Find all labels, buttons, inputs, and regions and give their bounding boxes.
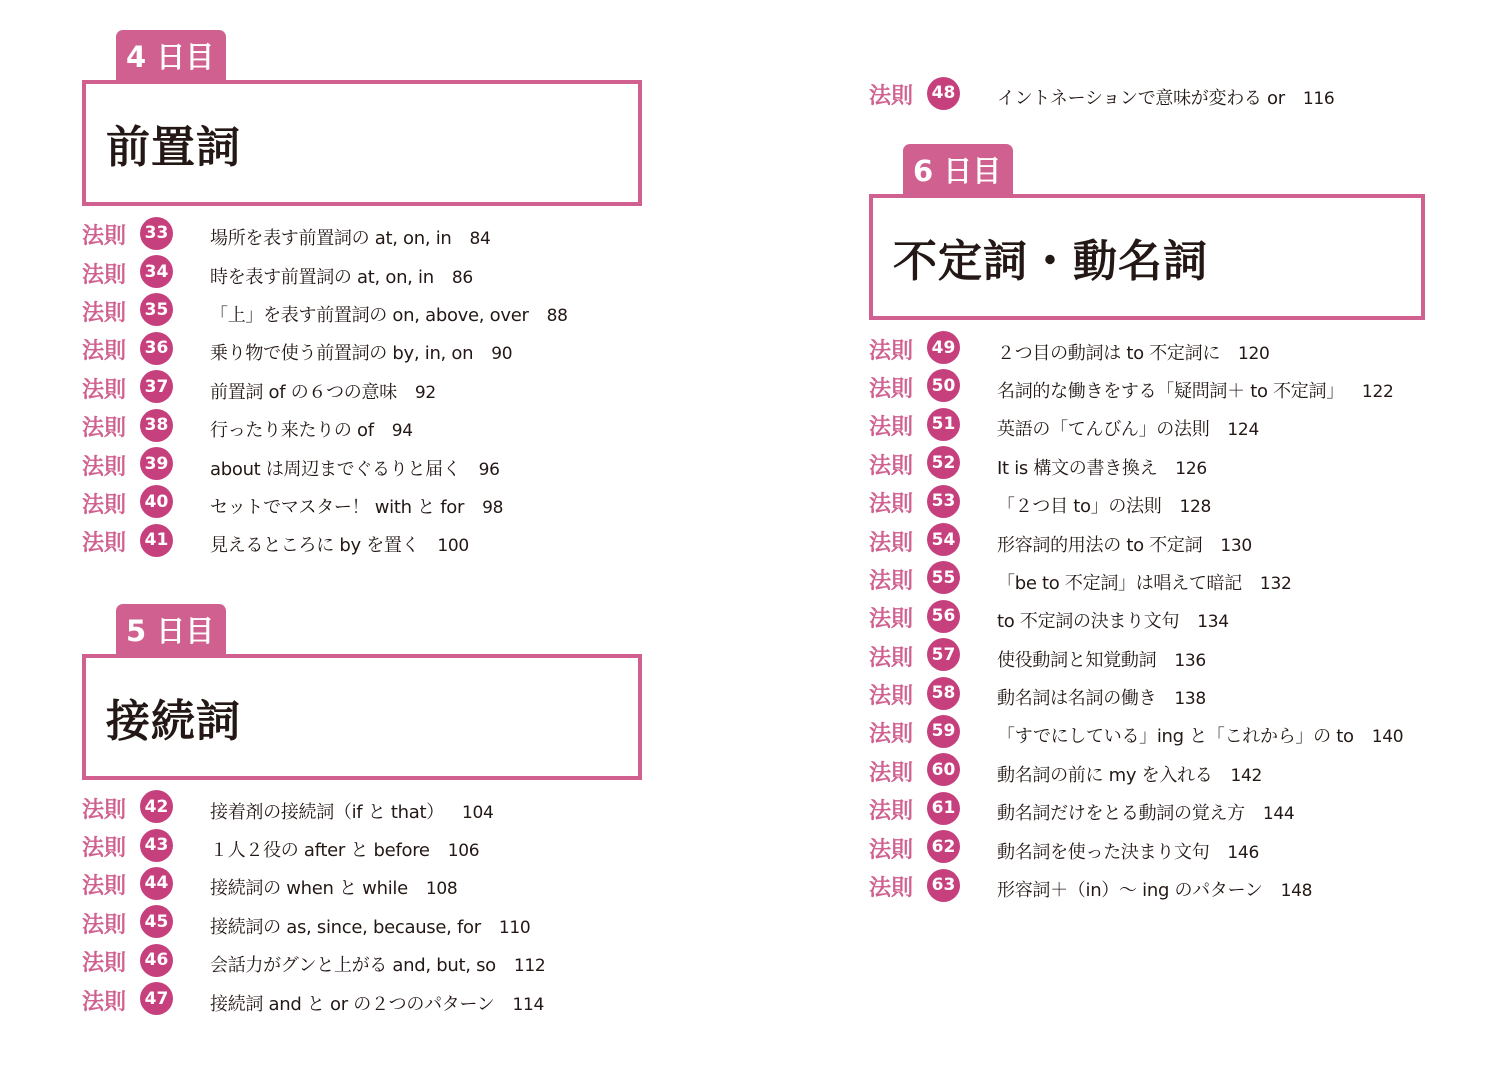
rule-label: 法則	[869, 84, 914, 110]
rule-label: 法則	[869, 415, 914, 441]
rule-label: 法則	[869, 338, 914, 364]
right-column	[869, 78, 1469, 908]
toc-entry[interactable]	[869, 371, 1469, 409]
day-tab: 6 日目	[903, 144, 1013, 194]
rule-title: 接続詞 and と or の２つのパターン	[210, 993, 495, 1015]
page-number: 126	[1175, 458, 1207, 479]
rule-number-badge: 47	[140, 982, 173, 1015]
rule-number-badge: 60	[927, 753, 960, 786]
rule-label: 法則	[869, 684, 914, 710]
rule-title: 使役動詞と知覚動詞	[997, 649, 1157, 671]
rule-number-badge: 61	[927, 792, 960, 825]
day-tab: 5 日目	[116, 604, 226, 654]
page-number: 134	[1197, 612, 1229, 633]
rule-number-badge: 33	[140, 217, 173, 250]
rule-label: 法則	[82, 951, 127, 977]
toc-entry[interactable]	[869, 716, 1469, 754]
rule-title: 形容詞的用法の to 不定詞	[997, 534, 1203, 556]
rule-label: 法則	[869, 568, 914, 594]
rule-title: 英語の「てんびん」の法則	[997, 419, 1210, 441]
rule-number-badge: 58	[927, 677, 960, 710]
rule-title: イントネーションで意味が変わる or	[997, 88, 1285, 110]
rule-title: It is 構文の書き換え	[997, 457, 1158, 479]
section-day4	[82, 30, 642, 564]
rule-title: セットでマスター！ with と for	[210, 496, 465, 518]
rule-title: 場所を表す前置詞の at, on, in	[210, 228, 452, 250]
toc-entry[interactable]	[869, 870, 1469, 908]
page-number: 136	[1174, 650, 1206, 671]
page-number: 144	[1262, 804, 1295, 825]
rule-number-badge: 48	[927, 77, 960, 110]
rule-title: 形容詞＋（in）～ ing のパターン	[997, 880, 1263, 902]
page-number: 92	[414, 382, 436, 403]
rule-title: 「be to 不定詞」は唱えて暗記	[997, 572, 1242, 594]
rule-list	[82, 218, 642, 564]
page-number: 128	[1179, 497, 1212, 518]
toc-entry[interactable]	[82, 295, 642, 333]
page-number: 122	[1361, 381, 1394, 402]
rule-title: 「２つ目 to」の法則	[997, 496, 1162, 518]
rule-label: 法則	[82, 300, 127, 326]
toc-entry[interactable]	[82, 945, 642, 983]
rule-title: 動名詞だけをとる動詞の覚え方	[997, 803, 1245, 825]
toc-entry[interactable]	[82, 868, 642, 906]
day-tab: 4 日目	[116, 30, 226, 80]
rule-title: 動名詞は名詞の働き	[997, 688, 1157, 710]
rule-title: about は周辺までぐるりと届く	[210, 458, 461, 480]
page-number: 108	[425, 879, 458, 900]
rule-label: 法則	[869, 453, 914, 479]
rule-title: １人２役の after と before	[210, 840, 430, 862]
rule-label: 法則	[869, 837, 914, 863]
rule-title: 動名詞を使った決まり文句	[997, 841, 1210, 863]
rule-number-badge: 37	[140, 370, 173, 403]
page-number: 138	[1174, 689, 1206, 710]
rule-label: 法則	[82, 874, 127, 900]
rule-number-badge: 50	[927, 369, 960, 402]
toc-entry[interactable]	[869, 524, 1469, 562]
left-column	[82, 30, 642, 1022]
rule-label: 法則	[82, 416, 127, 442]
rule-title: 会話力がグンと上がる and, but, so	[210, 955, 496, 977]
page-number: 114	[512, 994, 545, 1015]
rule-label: 法則	[82, 836, 127, 862]
rule-label: 法則	[869, 876, 914, 902]
page-number: 120	[1238, 343, 1270, 364]
rule-title: to 不定詞の決まり文句	[997, 611, 1180, 633]
rule-number-badge: 57	[927, 638, 960, 671]
toc-entry[interactable]	[869, 601, 1469, 639]
rule-label: 法則	[82, 454, 127, 480]
rule-title: ２つ目の動詞は to 不定詞に	[997, 342, 1221, 364]
toc-entry[interactable]	[82, 525, 642, 563]
toc-entry[interactable]	[82, 256, 642, 294]
rule-title: 接着剤の接続詞（if と that）	[210, 801, 444, 823]
page-number: 112	[513, 956, 546, 977]
rule-label: 法則	[82, 492, 127, 518]
rule-title: 行ったり来たりの of	[210, 420, 374, 442]
rule-number-badge: 53	[927, 485, 960, 518]
rule-title: 「上」を表す前置詞の on, above, over	[210, 304, 529, 326]
rule-label: 法則	[869, 492, 914, 518]
rule-title: 名詞的な働きをする「疑問詞＋ to 不定詞」	[997, 380, 1344, 402]
rule-number-badge: 55	[927, 561, 960, 594]
rule-number-badge: 44	[140, 867, 173, 900]
page-number: 98	[482, 497, 504, 518]
toc-entry[interactable]	[869, 831, 1469, 869]
rule-number-badge: 34	[140, 255, 173, 288]
page-number: 142	[1230, 765, 1262, 786]
rule-label: 法則	[869, 376, 914, 402]
rule-title: 時を表す前置詞の at, on, in	[210, 266, 434, 288]
toc-entry[interactable]	[869, 563, 1469, 601]
rule-label: 法則	[82, 262, 127, 288]
toc-entry[interactable]	[869, 409, 1469, 447]
rule-label: 法則	[869, 799, 914, 825]
rule-title: 乗り物で使う前置詞の by, in, on	[210, 343, 474, 365]
page-number: 96	[478, 459, 500, 480]
chapter-title: 不定詞・動名詞	[893, 236, 1208, 288]
rule-label: 法則	[869, 530, 914, 556]
rule-number-badge: 62	[927, 830, 960, 863]
section-day6	[869, 144, 1469, 908]
chapter-title: 接続詞	[106, 695, 241, 747]
toc-entry[interactable]	[82, 487, 642, 525]
rule-label: 法則	[82, 989, 127, 1015]
rule-title: 前置詞 of の６つの意味	[210, 381, 397, 403]
toc-entry[interactable]	[82, 372, 642, 410]
rule-title: 「すでにしている」ing と「これから」の to	[997, 726, 1354, 748]
rule-number-badge: 43	[140, 829, 173, 862]
toc-entry[interactable]	[82, 218, 642, 256]
toc-entry[interactable]	[82, 792, 642, 830]
rule-number-badge: 56	[927, 600, 960, 633]
rule-label: 法則	[82, 531, 127, 557]
rule-label: 法則	[82, 912, 127, 938]
page-number: 94	[391, 421, 413, 442]
page-number: 124	[1227, 420, 1259, 441]
rule-list	[82, 792, 642, 1022]
rule-title: 接続詞の as, since, because, for	[210, 916, 481, 938]
rule-number-badge: 36	[140, 332, 173, 365]
page-number: 100	[437, 536, 469, 557]
toc-entry[interactable]	[869, 486, 1469, 524]
section-day5	[82, 604, 642, 1022]
toc-entry[interactable]	[869, 793, 1469, 831]
rule-label: 法則	[82, 797, 127, 823]
rule-label: 法則	[82, 339, 127, 365]
rule-number-badge: 63	[927, 869, 960, 902]
page-number: 84	[469, 229, 491, 250]
chapter-title: 前置詞	[106, 122, 241, 173]
rule-label: 法則	[82, 224, 127, 250]
rule-number-badge: 39	[140, 447, 173, 480]
toc-entry[interactable]	[869, 755, 1469, 793]
rule-title: 接続詞の when と while	[210, 878, 408, 900]
rule-number-badge: 35	[140, 293, 173, 326]
toc-entry[interactable]	[82, 830, 642, 868]
rule-list	[869, 332, 1469, 908]
toc-entry[interactable]	[869, 640, 1469, 678]
rule-number-badge: 59	[927, 715, 960, 748]
toc-entry[interactable]	[869, 678, 1469, 716]
page-number: 130	[1220, 535, 1252, 556]
rule-number-badge: 42	[140, 790, 173, 823]
toc-entry[interactable]	[82, 410, 642, 448]
chapter-title-box	[82, 654, 642, 780]
rule-number-badge: 38	[140, 409, 173, 442]
rule-number-badge: 52	[927, 446, 960, 479]
rule-number-badge: 46	[140, 944, 173, 977]
rule-label: 法則	[869, 607, 914, 633]
page-number: 146	[1227, 842, 1259, 863]
page-number: 90	[491, 344, 513, 365]
rule-number-badge: 49	[927, 331, 960, 364]
chapter-title-box	[869, 194, 1425, 320]
rule-number-badge: 51	[927, 408, 960, 441]
rule-title: 動名詞の前に my を入れる	[997, 764, 1213, 786]
toc-entry[interactable]	[869, 448, 1469, 486]
rule-number-badge: 45	[140, 905, 173, 938]
rule-label: 法則	[869, 760, 914, 786]
page-number: 140	[1371, 727, 1404, 748]
rule-label: 法則	[869, 645, 914, 671]
rule-label: 法則	[869, 722, 914, 748]
page-number: 106	[447, 841, 480, 862]
toc-entry[interactable]	[82, 907, 642, 945]
toc-entry[interactable]	[82, 448, 642, 486]
toc-entry[interactable]	[82, 983, 642, 1021]
page-number: 148	[1280, 881, 1313, 902]
page-number: 88	[546, 305, 568, 326]
toc-entry[interactable]	[869, 332, 1469, 370]
rule-label: 法則	[82, 377, 127, 403]
chapter-title-box	[82, 80, 642, 206]
page-number: 110	[498, 917, 531, 938]
rule-number-badge: 40	[140, 485, 173, 518]
page-number: 86	[451, 267, 473, 288]
page-number: 116	[1302, 89, 1335, 110]
toc-entry[interactable]	[869, 78, 1469, 116]
rule-number-badge: 41	[140, 524, 173, 557]
rule-number-badge: 54	[927, 523, 960, 556]
rule-title: 見えるところに by を置く	[210, 535, 420, 557]
page-number: 104	[461, 802, 494, 823]
page-number: 132	[1259, 573, 1292, 594]
toc-entry[interactable]	[82, 333, 642, 371]
